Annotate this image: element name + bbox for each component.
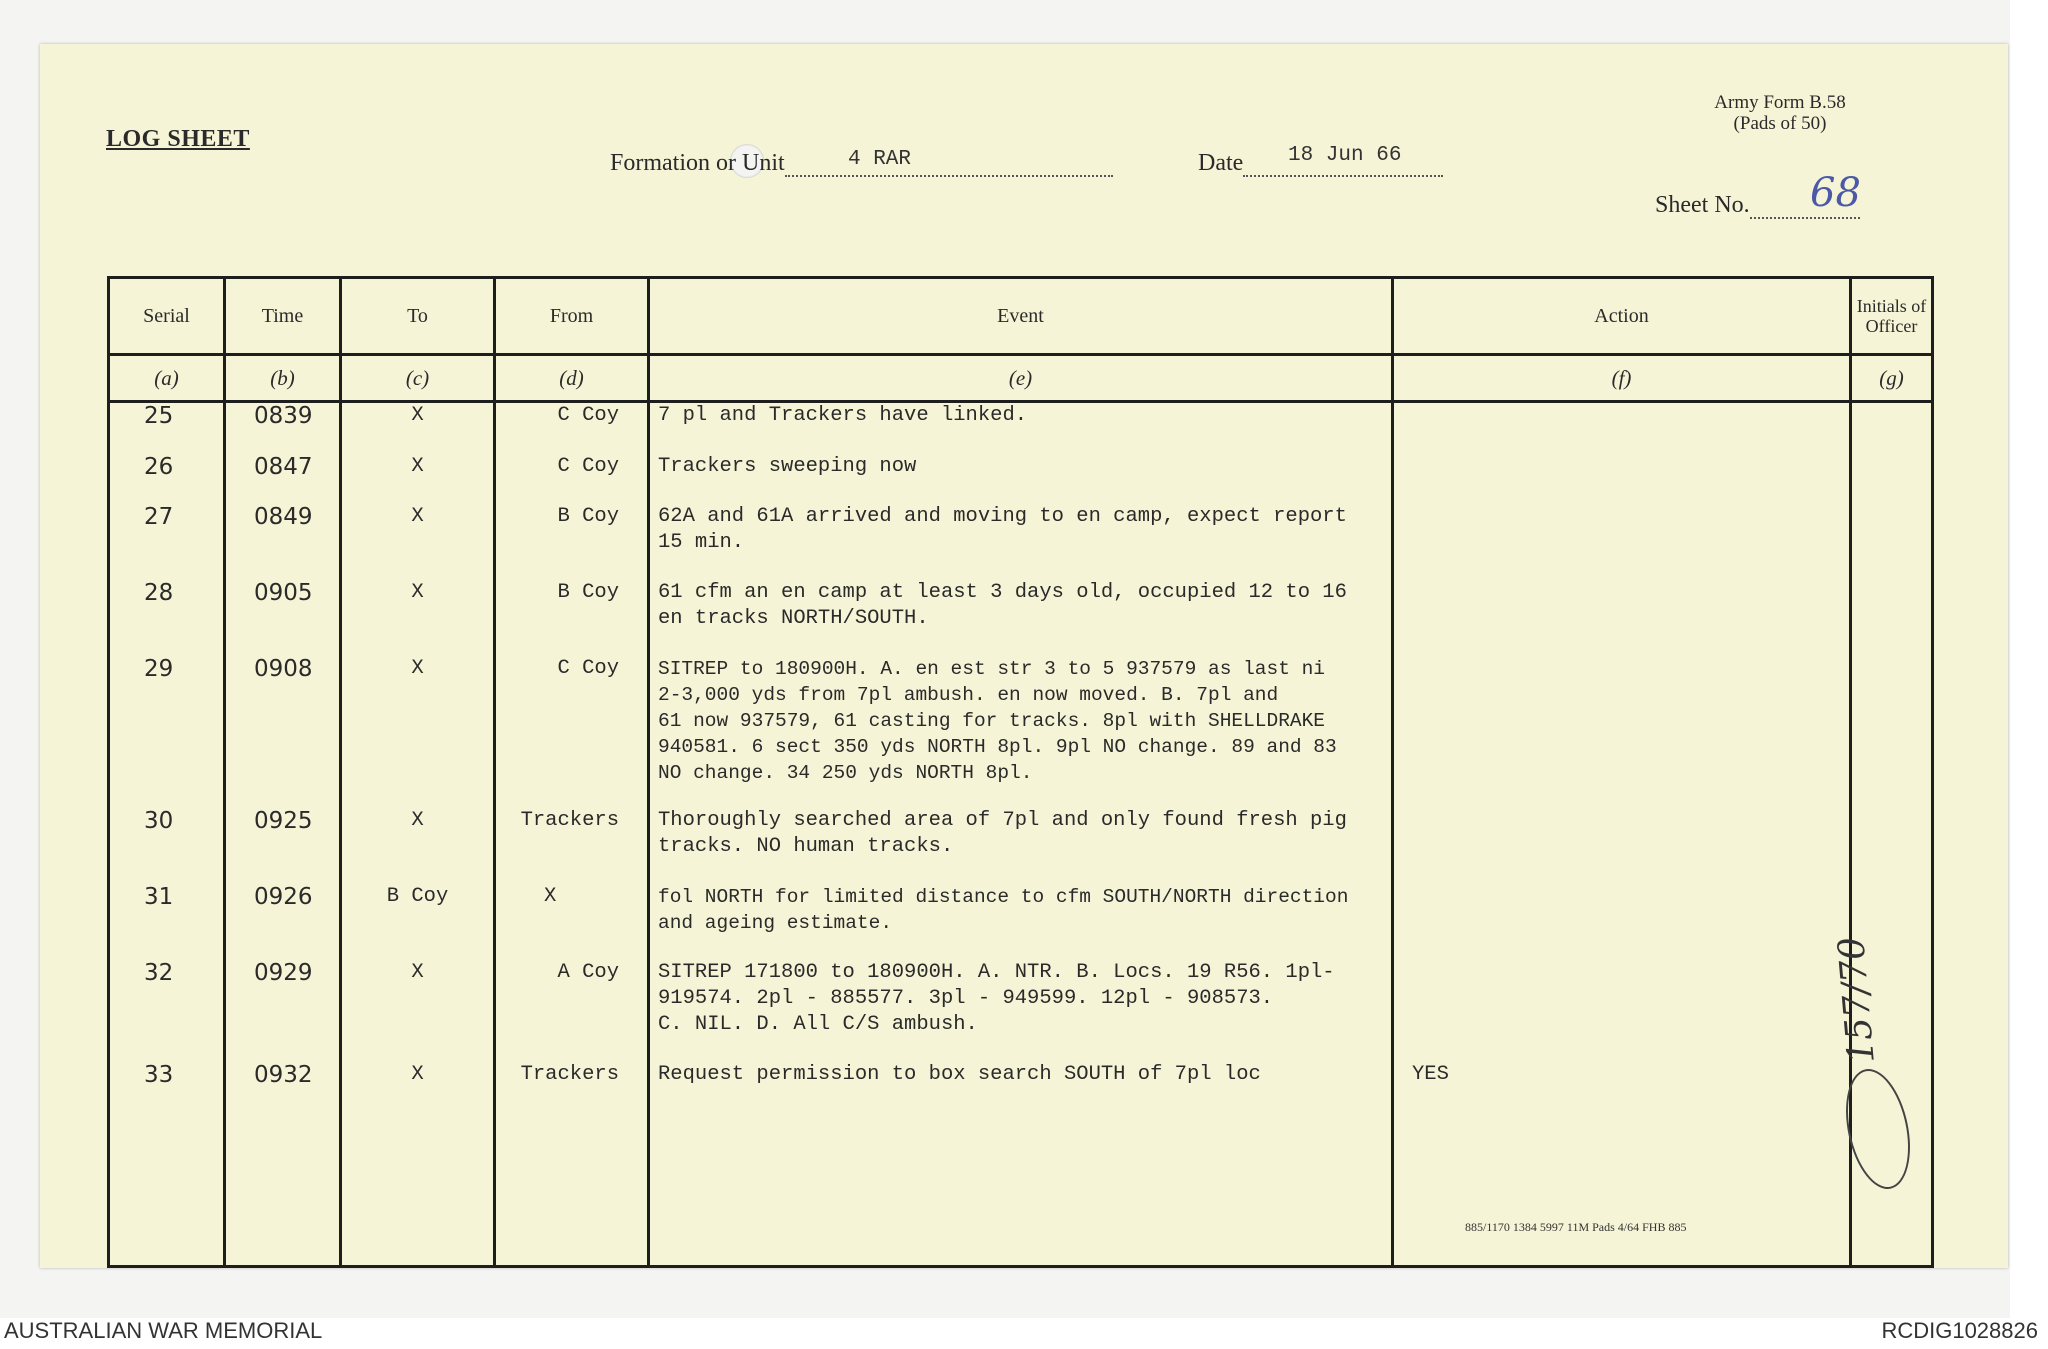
event-cell: Request permission to box search SOUTH of 7pl loc bbox=[649, 1062, 1393, 1267]
table-row bbox=[109, 808, 1933, 884]
to-cell: B Coy bbox=[341, 884, 495, 960]
col-header-serial: Serial bbox=[109, 278, 225, 355]
time-cell: 0932 bbox=[225, 1062, 341, 1267]
serial-cell: 29 bbox=[109, 656, 225, 808]
time-cell: 0926 bbox=[225, 884, 341, 960]
army-form-label bbox=[1680, 92, 1880, 134]
event-cell: SITREP 171800 to 180900H. A. NTR. B. Locs. 19 R56. 1pl- 919574. 2pl - 885577. 3pl - 949599. 12pl - 908573. C. NIL. D. All C/S ambush. bbox=[649, 960, 1393, 1062]
event-cell: 7 pl and Trackers have linked. bbox=[649, 402, 1393, 454]
from-cell: B Coy bbox=[495, 504, 649, 580]
time-cell: 0849 bbox=[225, 504, 341, 580]
to-cell: X bbox=[341, 454, 495, 504]
army-form-number: Army Form B.58 bbox=[1714, 92, 1846, 113]
from-cell: C Coy bbox=[495, 656, 649, 808]
event-cell: SITREP to 180900H. A. en est str 3 to 5 937579 as last ni 2-3,000 yds from 7pl ambush. en now moved. B. 7pl and 61 now 937579, 61 casting for tracks. 8pl with SHELLDRAKE 940581. 6 sect 350 yds NORTH 8pl. 9pl NO change. 89 and 83 NO change. 34 250 yds NORTH 8pl. bbox=[649, 656, 1393, 808]
action-cell bbox=[1393, 960, 1851, 1062]
serial-cell: 31 bbox=[109, 884, 225, 960]
action-cell bbox=[1393, 656, 1851, 808]
col-sub-b: (b) bbox=[225, 355, 341, 402]
event-cell: Thoroughly searched area of 7pl and only found fresh pig tracks. NO human tracks. bbox=[649, 808, 1393, 884]
to-cell: X bbox=[341, 960, 495, 1062]
table-row bbox=[109, 884, 1933, 960]
time-cell: 0839 bbox=[225, 402, 341, 454]
col-sub-e: (e) bbox=[649, 355, 1393, 402]
action-cell bbox=[1393, 884, 1851, 960]
col-header-to: To bbox=[341, 278, 495, 355]
from-cell: C Coy bbox=[495, 454, 649, 504]
table-row bbox=[109, 402, 1933, 454]
event-cell: 61 cfm an en camp at least 3 days old, occupied 12 to 16 en tracks NORTH/SOUTH. bbox=[649, 580, 1393, 656]
action-cell: YES bbox=[1393, 1062, 1851, 1267]
initials-cell bbox=[1851, 504, 1933, 580]
serial-cell: 26 bbox=[109, 454, 225, 504]
action-cell bbox=[1393, 454, 1851, 504]
col-sub-f: (f) bbox=[1393, 355, 1851, 402]
from-cell: X bbox=[495, 884, 649, 960]
sheet-number-handwritten: 68 bbox=[1810, 170, 1861, 216]
serial-cell: 32 bbox=[109, 960, 225, 1062]
action-cell bbox=[1393, 402, 1851, 454]
table-row bbox=[109, 656, 1933, 808]
col-sub-a: (a) bbox=[109, 355, 225, 402]
to-cell: X bbox=[341, 580, 495, 656]
page-title: LOG SHEET bbox=[106, 126, 250, 152]
table-row bbox=[109, 454, 1933, 504]
table-row bbox=[109, 504, 1933, 580]
time-cell: 0925 bbox=[225, 808, 341, 884]
formation-label: Formation or Unit bbox=[610, 150, 785, 176]
serial-cell: 33 bbox=[109, 1062, 225, 1267]
serial-cell: 25 bbox=[109, 402, 225, 454]
to-cell: X bbox=[341, 402, 495, 454]
col-sub-c: (c) bbox=[341, 355, 495, 402]
col-sub-d: (d) bbox=[495, 355, 649, 402]
event-cell: 62A and 61A arrived and moving to en camp, expect report 15 min. bbox=[649, 504, 1393, 580]
action-cell bbox=[1393, 580, 1851, 656]
col-header-action: Action bbox=[1393, 278, 1851, 355]
table-row bbox=[109, 580, 1933, 656]
col-sub-g: (g) bbox=[1851, 355, 1933, 402]
initials-cell bbox=[1851, 402, 1933, 454]
time-cell: 0847 bbox=[225, 454, 341, 504]
to-cell: X bbox=[341, 504, 495, 580]
table-row bbox=[109, 960, 1933, 1062]
col-header-event: Event bbox=[649, 278, 1393, 355]
formation-value: 4 RAR bbox=[848, 148, 912, 171]
from-cell: C Coy bbox=[495, 402, 649, 454]
from-cell: Trackers bbox=[495, 808, 649, 884]
event-cell: fol NORTH for limited distance to cfm SOUTH/NORTH direction and ageing estimate. bbox=[649, 884, 1393, 960]
subheader-row bbox=[109, 355, 1933, 402]
to-cell: X bbox=[341, 1062, 495, 1267]
form-print-code: 885/1170 1384 5997 11M Pads 4/64 FHB 885 bbox=[1465, 1220, 1687, 1234]
date-label: Date bbox=[1198, 150, 1244, 176]
from-cell: B Coy bbox=[495, 580, 649, 656]
col-header-initials: Initials of Officer bbox=[1851, 278, 1933, 355]
margin-note-handwritten: 157/70 bbox=[1830, 935, 1883, 1065]
serial-cell: 27 bbox=[109, 504, 225, 580]
army-form-pads: (Pads of 50) bbox=[1733, 113, 1827, 134]
archive-credit: AUSTRALIAN WAR MEMORIAL bbox=[4, 1318, 323, 1343]
initials-cell bbox=[1851, 808, 1933, 884]
archive-reference: RCDIG1028826 bbox=[1881, 1318, 2038, 1343]
initials-cell bbox=[1851, 454, 1933, 504]
to-cell: X bbox=[341, 808, 495, 884]
action-cell bbox=[1393, 504, 1851, 580]
formation-dotted-line bbox=[785, 151, 1113, 177]
log-table bbox=[107, 276, 1934, 1268]
sheet-label: Sheet No. bbox=[1655, 192, 1750, 218]
to-cell: X bbox=[341, 656, 495, 808]
table-row bbox=[109, 1062, 1933, 1267]
date-value: 18 Jun 66 bbox=[1288, 144, 1402, 167]
serial-cell: 30 bbox=[109, 808, 225, 884]
initials-cell bbox=[1851, 656, 1933, 808]
from-cell: A Coy bbox=[495, 960, 649, 1062]
header-row bbox=[109, 278, 1933, 355]
time-cell: 0908 bbox=[225, 656, 341, 808]
col-header-from: From bbox=[495, 278, 649, 355]
time-cell: 0905 bbox=[225, 580, 341, 656]
event-cell: Trackers sweeping now bbox=[649, 454, 1393, 504]
initials-cell bbox=[1851, 580, 1933, 656]
col-header-time: Time bbox=[225, 278, 341, 355]
serial-cell: 28 bbox=[109, 580, 225, 656]
from-cell: Trackers bbox=[495, 1062, 649, 1267]
time-cell: 0929 bbox=[225, 960, 341, 1062]
action-cell bbox=[1393, 808, 1851, 884]
